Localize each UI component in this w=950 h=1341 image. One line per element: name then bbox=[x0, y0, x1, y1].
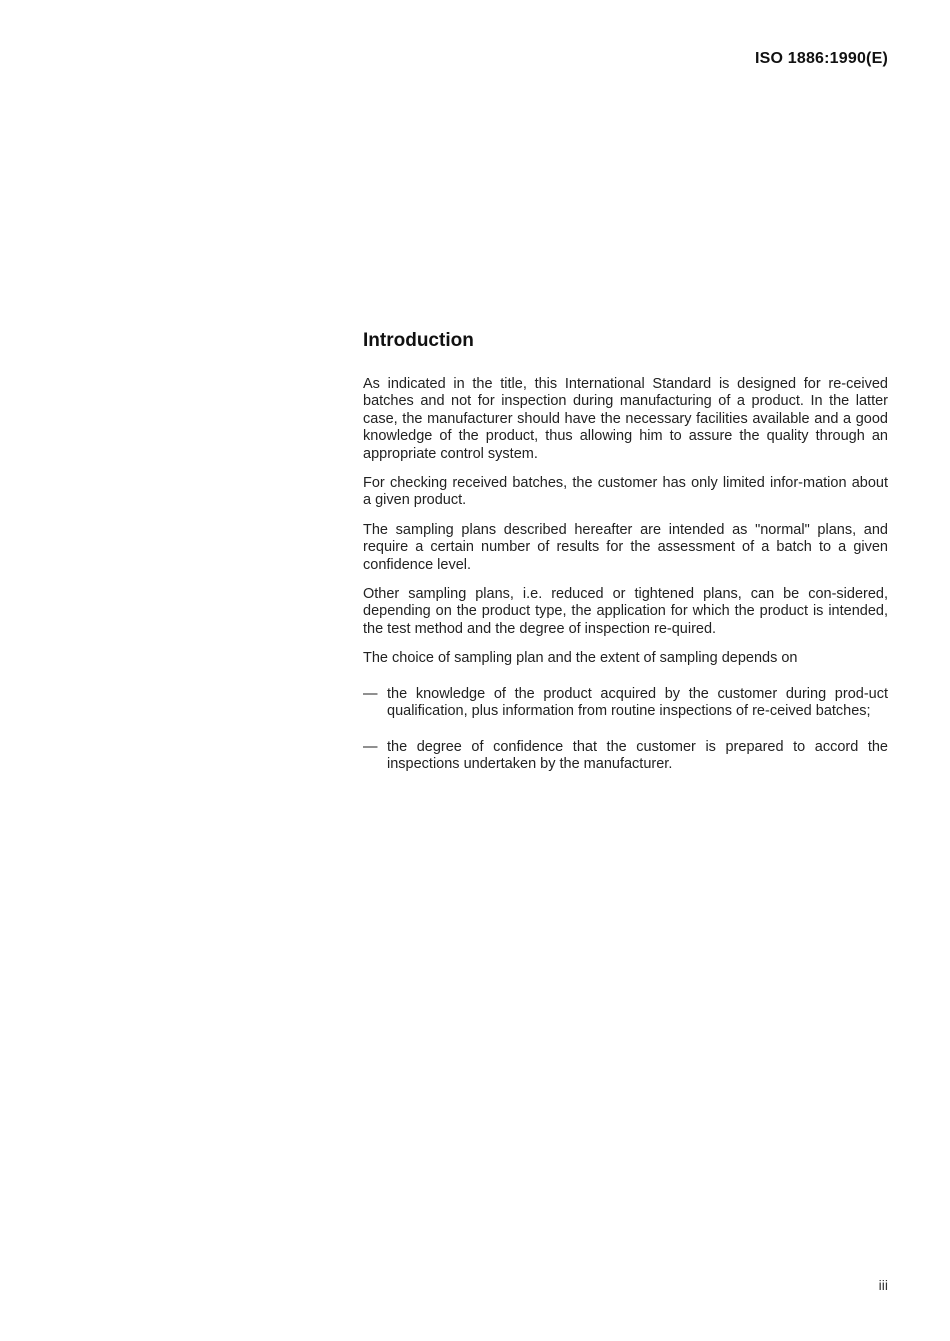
dash-marker: — bbox=[363, 738, 378, 755]
paragraph: Other sampling plans, i.e. reduced or tightened plans, can be con-sidered, depending on the product type, the application for which the product is intended, the test method and the degree of inspection re-quired. bbox=[363, 586, 888, 637]
list-item bbox=[363, 686, 888, 721]
paragraph: The sampling plans described hereafter are intended as "normal" plans, and require a certain number of results for the assessment of a batch to a given confidence level. bbox=[363, 521, 888, 573]
section-title: Introduction bbox=[363, 330, 474, 351]
list-item-text: the degree of confidence that the customer is prepared to accord the inspections undertaken by the manufacturer. bbox=[387, 738, 888, 772]
paragraph: As indicated in the title, this International Standard is designed for re-ceived batches and not for inspection during manufacturing of a product. In the latter case, the manufacturer should have the necessary facilities available and a good knowledge of the product, thus allowing him to assure the quality through an appropriate control system. bbox=[363, 376, 888, 462]
dash-marker: — bbox=[363, 685, 378, 702]
introduction-section bbox=[363, 330, 888, 791]
list-item bbox=[363, 739, 888, 774]
dependency-list bbox=[363, 686, 888, 774]
list-item-text: the knowledge of the product acquired by the customer during prod-uct qualification, plus information from routine inspections of re-ceived batches; bbox=[387, 685, 888, 720]
paragraph: For checking received batches, the customer has only limited infor-mation about a given product. bbox=[363, 475, 888, 509]
paragraph: The choice of sampling plan and the extent of sampling depends on bbox=[363, 650, 798, 667]
document-id: ISO 1886:1990(E) bbox=[754, 50, 888, 67]
page-number: iii bbox=[878, 1277, 888, 1293]
